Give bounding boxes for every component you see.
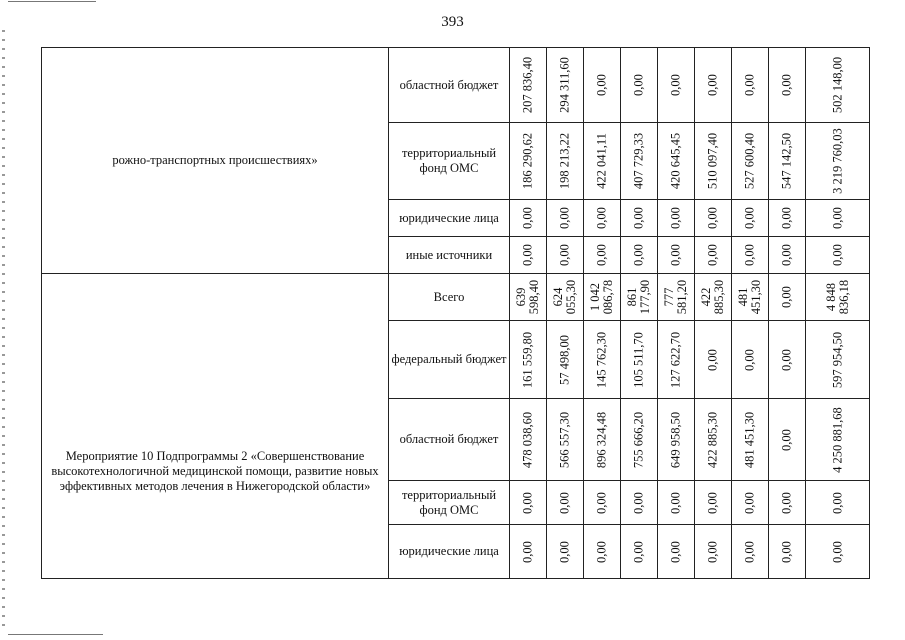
value-text: 0,00 xyxy=(631,491,646,514)
value-cell xyxy=(584,48,621,123)
value-cell xyxy=(732,200,769,237)
value-cell xyxy=(547,123,584,200)
value-cell xyxy=(510,48,547,123)
table-row xyxy=(42,274,870,321)
value-text: 0,00 xyxy=(779,491,794,514)
value-text: 0,00 xyxy=(830,540,844,563)
value-cell xyxy=(658,399,695,481)
value-cell xyxy=(621,200,658,237)
value-text: 481 xyxy=(736,287,750,307)
value-text: 0,00 xyxy=(594,244,609,266)
value-text: 422 041,11 xyxy=(594,133,609,189)
funding-source: юридические лица xyxy=(389,525,510,579)
value-cell xyxy=(547,399,584,481)
value-text: 624 xyxy=(551,287,565,307)
funding-source: иные источники xyxy=(389,237,510,274)
value-text: 639 xyxy=(514,287,528,307)
value-text: 0,00 xyxy=(557,540,572,563)
value-text: 0,00 xyxy=(705,348,720,371)
value-cell xyxy=(695,525,732,579)
value-text: 885,30 xyxy=(712,279,726,315)
value-text: 0,00 xyxy=(779,207,794,229)
value-text: 0,00 xyxy=(668,74,683,96)
value-cell xyxy=(695,481,732,525)
value-text: 0,00 xyxy=(830,491,844,514)
value-text: 0,00 xyxy=(557,207,572,229)
value-text: 451,30 xyxy=(749,279,763,315)
value-text: 896 324,48 xyxy=(594,411,609,468)
value-cell xyxy=(621,123,658,200)
value-text: 086,78 xyxy=(601,279,615,315)
value-cell xyxy=(584,525,621,579)
value-cell xyxy=(769,399,806,481)
value-text: 0,00 xyxy=(594,74,609,96)
value-text: 0,00 xyxy=(631,74,646,96)
value-cell xyxy=(510,399,547,481)
value-cell xyxy=(584,399,621,481)
value-text: 0,00 xyxy=(668,244,683,266)
value-text: 0,00 xyxy=(520,207,535,229)
value-text: 0,00 xyxy=(742,540,757,563)
value-cell xyxy=(695,321,732,399)
binding-margin-marks xyxy=(2,30,5,630)
value-text: 0,00 xyxy=(557,491,572,514)
value-text: 177,90 xyxy=(638,279,652,315)
value-cell xyxy=(547,481,584,525)
value-cell xyxy=(732,237,769,274)
value-text: 0,00 xyxy=(668,540,683,563)
value-cell xyxy=(584,123,621,200)
value-text: 0,00 xyxy=(742,244,757,266)
value-text: 0,00 xyxy=(779,348,794,371)
table-row xyxy=(42,48,870,123)
value-text: 4 250 881,68 xyxy=(830,406,844,473)
value-cell xyxy=(769,525,806,579)
value-cell xyxy=(732,123,769,200)
value-text: 57 498,00 xyxy=(557,334,572,385)
value-text: 598,40 xyxy=(527,279,541,315)
value-cell xyxy=(769,237,806,274)
value-text: 547 142,50 xyxy=(779,132,794,190)
value-cell xyxy=(769,481,806,525)
value-cell xyxy=(621,525,658,579)
funding-source: юридические лица xyxy=(389,200,510,237)
value-text: 4 848 xyxy=(823,282,838,312)
value-cell xyxy=(769,123,806,200)
value-cell xyxy=(510,274,547,321)
page-number: 393 xyxy=(441,14,464,30)
value-cell xyxy=(695,200,732,237)
value-cell xyxy=(547,200,584,237)
value-text: 861 xyxy=(625,287,639,307)
value-text: 055,30 xyxy=(564,279,578,315)
value-text: 105 511,70 xyxy=(631,331,646,388)
value-text: 0,00 xyxy=(705,74,720,96)
value-cell xyxy=(547,274,584,321)
value-cell xyxy=(732,321,769,399)
value-text: 0,00 xyxy=(779,244,794,266)
value-cell xyxy=(547,48,584,123)
value-cell xyxy=(695,237,732,274)
value-text: 0,00 xyxy=(830,207,844,229)
total-cell xyxy=(806,321,870,399)
value-cell xyxy=(658,200,695,237)
value-cell xyxy=(695,399,732,481)
value-text: 0,00 xyxy=(779,540,794,563)
value-text: 777 xyxy=(662,287,676,307)
value-cell xyxy=(510,525,547,579)
value-text: 1 042 xyxy=(588,282,602,312)
value-cell xyxy=(732,399,769,481)
value-text: 836,18 xyxy=(836,279,851,315)
funding-source: федеральный бюджет xyxy=(389,321,510,399)
value-cell xyxy=(658,123,695,200)
value-text: 0,00 xyxy=(705,207,720,229)
value-text: 0,00 xyxy=(742,348,757,371)
value-text: 502 148,00 xyxy=(830,56,844,114)
value-text: 755 666,20 xyxy=(631,411,646,468)
value-text: 0,00 xyxy=(520,491,535,514)
funding-source: Всего xyxy=(389,274,510,321)
value-text: 207 836,40 xyxy=(520,56,535,114)
value-text: 597 954,50 xyxy=(830,331,844,388)
total-cell xyxy=(806,237,870,274)
top-rule xyxy=(8,1,96,2)
value-text: 649 958,50 xyxy=(668,411,683,468)
value-cell xyxy=(769,48,806,123)
value-text: 0,00 xyxy=(631,244,646,266)
value-cell xyxy=(621,274,658,321)
value-text: 0,00 xyxy=(779,428,794,451)
value-text: 0,00 xyxy=(594,491,609,514)
value-text: 0,00 xyxy=(668,207,683,229)
value-text: 0,00 xyxy=(742,491,757,514)
value-text: 0,00 xyxy=(557,244,572,266)
value-cell xyxy=(510,481,547,525)
funding-source: областной бюджет xyxy=(389,48,510,123)
value-cell xyxy=(769,321,806,399)
value-text: 510 097,40 xyxy=(705,132,720,190)
value-text: 161 559,80 xyxy=(520,331,535,388)
value-cell xyxy=(621,237,658,274)
value-text: 294 311,60 xyxy=(557,57,572,113)
total-cell xyxy=(806,48,870,123)
value-cell xyxy=(547,525,584,579)
value-text: 566 557,30 xyxy=(557,411,572,468)
value-cell xyxy=(658,481,695,525)
value-text: 145 762,30 xyxy=(594,331,609,388)
value-text: 0,00 xyxy=(830,244,844,266)
value-cell xyxy=(732,481,769,525)
value-text: 422 885,30 xyxy=(705,411,720,468)
value-text: 0,00 xyxy=(705,244,720,266)
value-cell xyxy=(695,123,732,200)
value-text: 0,00 xyxy=(705,540,720,563)
value-text: 0,00 xyxy=(705,491,720,514)
total-cell xyxy=(806,274,870,321)
value-cell xyxy=(510,321,547,399)
value-cell xyxy=(547,321,584,399)
value-cell xyxy=(695,274,732,321)
total-cell xyxy=(806,123,870,200)
value-cell xyxy=(584,274,621,321)
value-cell xyxy=(732,48,769,123)
value-text: 407 729,33 xyxy=(631,132,646,190)
value-text: 0,00 xyxy=(520,540,535,563)
value-cell xyxy=(621,481,658,525)
value-text: 422 xyxy=(699,287,713,307)
value-text: 0,00 xyxy=(594,207,609,229)
total-cell xyxy=(806,399,870,481)
value-cell xyxy=(695,48,732,123)
value-cell xyxy=(658,48,695,123)
value-cell xyxy=(769,274,806,321)
value-cell xyxy=(621,321,658,399)
value-cell xyxy=(658,274,695,321)
value-cell xyxy=(621,48,658,123)
value-cell xyxy=(584,237,621,274)
value-text: 0,00 xyxy=(594,540,609,563)
value-cell xyxy=(658,525,695,579)
value-text: 198 213,22 xyxy=(557,132,572,190)
value-cell xyxy=(584,200,621,237)
measure-name: Мероприятие 10 Подпрограммы 2 «Совершенствование высокотехнологичной медицинской помощи, развитие новых эффективных методов лечения в Нижегородской области» xyxy=(42,274,389,579)
value-cell xyxy=(584,321,621,399)
value-text: 186 290,62 xyxy=(520,132,535,190)
value-text: 0,00 xyxy=(779,286,794,308)
value-text: 0,00 xyxy=(742,74,757,96)
value-cell xyxy=(584,481,621,525)
value-text: 0,00 xyxy=(779,74,794,96)
value-text: 3 219 760,03 xyxy=(830,128,844,194)
value-text: 0,00 xyxy=(520,244,535,266)
value-cell xyxy=(547,237,584,274)
value-cell xyxy=(658,237,695,274)
value-cell xyxy=(510,200,547,237)
value-text: 127 622,70 xyxy=(668,331,683,388)
value-text: 0,00 xyxy=(631,207,646,229)
funding-source: территориальный фонд ОМС xyxy=(389,123,510,200)
value-text: 481 451,30 xyxy=(742,411,757,468)
total-cell xyxy=(806,481,870,525)
funding-source: территориальный фонд ОМС xyxy=(389,481,510,525)
value-cell xyxy=(769,200,806,237)
funding-table xyxy=(41,47,870,579)
value-text: 0,00 xyxy=(668,491,683,514)
value-cell xyxy=(732,525,769,579)
total-cell xyxy=(806,200,870,237)
value-text: 0,00 xyxy=(631,540,646,563)
measure-name: рожно-транспортных происшествиях» xyxy=(42,48,389,274)
value-cell xyxy=(621,399,658,481)
value-cell xyxy=(732,274,769,321)
value-text: 420 645,45 xyxy=(668,132,683,190)
value-text: 0,00 xyxy=(742,207,757,229)
value-text: 581,20 xyxy=(675,279,689,315)
value-cell xyxy=(510,123,547,200)
funding-source: областной бюджет xyxy=(389,399,510,481)
value-text: 527 600,40 xyxy=(742,132,757,190)
value-cell xyxy=(510,237,547,274)
bottom-rule xyxy=(8,634,103,635)
value-cell xyxy=(658,321,695,399)
total-cell xyxy=(806,525,870,579)
value-text: 478 038,60 xyxy=(520,411,535,468)
